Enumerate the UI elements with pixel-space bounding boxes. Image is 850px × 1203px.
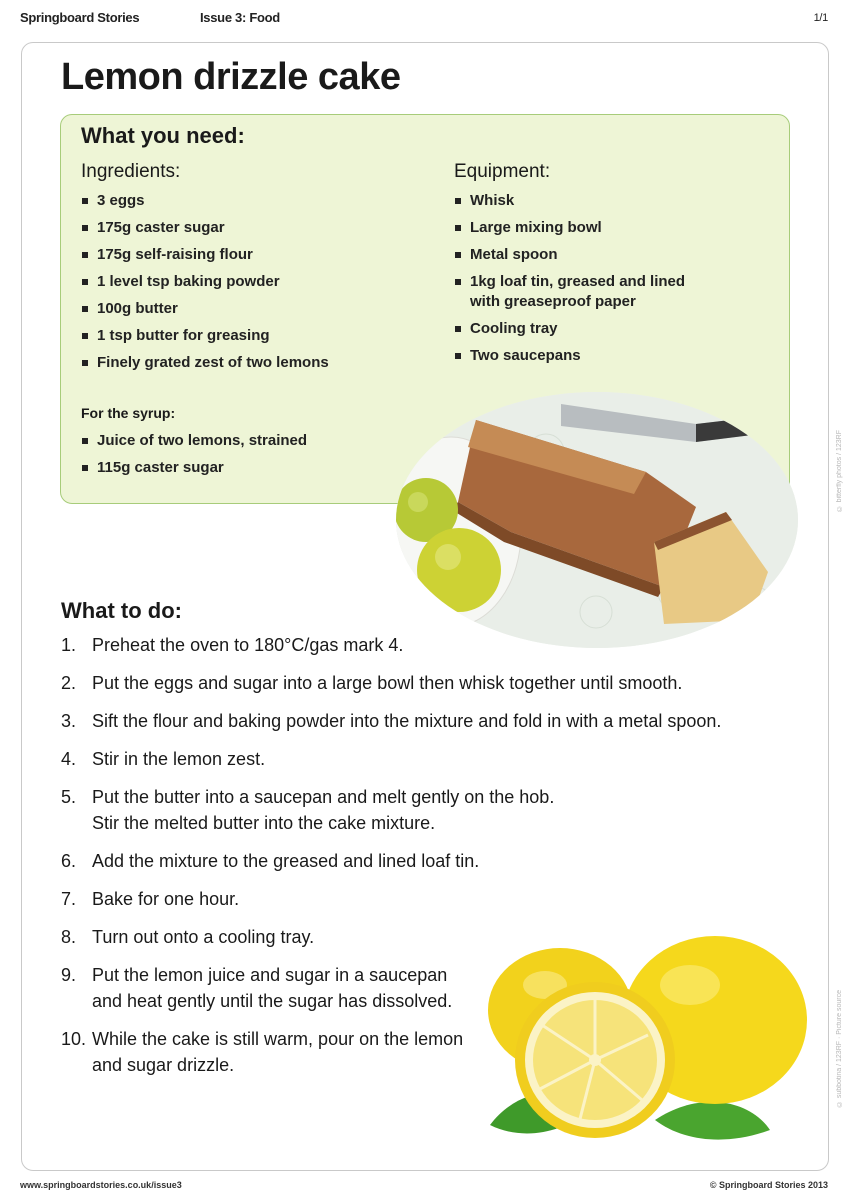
step-number: 5. [61, 787, 77, 807]
step-number: 9. [61, 965, 77, 985]
step-number: 6. [61, 851, 77, 871]
step-text-continued: Stir the melted butter into the cake mixture. [92, 813, 436, 833]
what-you-need-heading: What you need: [81, 123, 245, 148]
equipment-list [454, 191, 714, 373]
list-item: Finely grated zest of two lemons [81, 353, 441, 373]
issue-label: Issue 3: Food [200, 10, 280, 25]
step-text: Stir in the lemon zest. [92, 749, 266, 769]
list-item [61, 746, 806, 772]
step-number: 3. [61, 711, 77, 731]
step-text: Bake for one hour. [92, 889, 240, 909]
list-item: 1kg loaf tin, greased and lined with greaseproof paper [454, 272, 714, 312]
syrup-list [81, 431, 411, 485]
step-number: 1. [61, 635, 77, 655]
list-item: Large mixing bowl [454, 218, 714, 238]
list-item: 175g caster sugar [81, 218, 441, 238]
list-item [61, 708, 806, 734]
footer-copyright: © Springboard Stories 2013 [709, 1180, 828, 1190]
syrup-heading: For the syrup: [81, 405, 176, 421]
step-number: 10. [61, 1029, 87, 1049]
step-text: Put the butter into a saucepan and melt gently on the hob. [92, 787, 555, 807]
step-text: Sift the flour and baking powder into the mixture and fold in with a metal spoon. [92, 711, 722, 731]
photo-credit-1: © bitterfly photos / 123RF [836, 430, 843, 512]
list-item [61, 848, 806, 874]
step-number: 2. [61, 673, 77, 693]
list-item [61, 886, 806, 912]
list-item: 3 eggs [81, 191, 441, 211]
list-item: Two saucepans [454, 346, 714, 366]
ingredients-list [81, 191, 441, 380]
step-number: 7. [61, 889, 77, 909]
list-item: Metal spoon [454, 245, 714, 265]
list-item: 175g self-raising flour [81, 245, 441, 265]
step-text: Preheat the oven to 180°C/gas mark 4. [92, 635, 404, 655]
step-text: Put the eggs and sugar into a large bowl then whisk together until smooth. [92, 673, 683, 693]
equipment-heading: Equipment: [454, 161, 551, 182]
photo-credit-2: © subbotina / 123RF · Picture source [836, 990, 843, 1108]
lemons-illustration [470, 925, 815, 1150]
step-text-group [92, 784, 806, 836]
list-item: 115g caster sugar [81, 458, 411, 478]
step-text: Put the lemon juice and sugar in a saucepan and heat gently until the sugar has dissolved. [92, 965, 453, 1011]
step-number: 4. [61, 749, 77, 769]
step-text: Add the mixture to the greased and lined loaf tin. [92, 851, 480, 871]
list-item: 1 tsp butter for greasing [81, 326, 441, 346]
step-text: While the cake is still warm, pour on the lemon and sugar drizzle. [92, 1029, 464, 1075]
list-item: Cooling tray [454, 319, 714, 339]
step-text: Turn out onto a cooling tray. [92, 927, 315, 947]
step-number: 8. [61, 927, 77, 947]
page-number: 1/1 [813, 12, 828, 24]
list-item: 100g butter [81, 299, 441, 319]
cake-photo [396, 392, 798, 648]
list-item: 1 level tsp baking powder [81, 272, 441, 292]
what-to-do-heading: What to do: [61, 598, 182, 623]
list-item [61, 632, 806, 658]
lemons-photo [470, 925, 815, 1150]
list-item [61, 784, 806, 836]
footer-url[interactable]: www.springboardstories.co.uk/issue3 [20, 1180, 182, 1190]
list-item: Juice of two lemons, strained [81, 431, 411, 451]
page-title: Lemon drizzle cake [61, 56, 401, 98]
brand-name: Springboard Stories [20, 10, 140, 25]
list-item [61, 670, 806, 696]
list-item: Whisk [454, 191, 714, 211]
ingredients-heading: Ingredients: [81, 161, 181, 182]
cake-illustration [396, 392, 798, 648]
